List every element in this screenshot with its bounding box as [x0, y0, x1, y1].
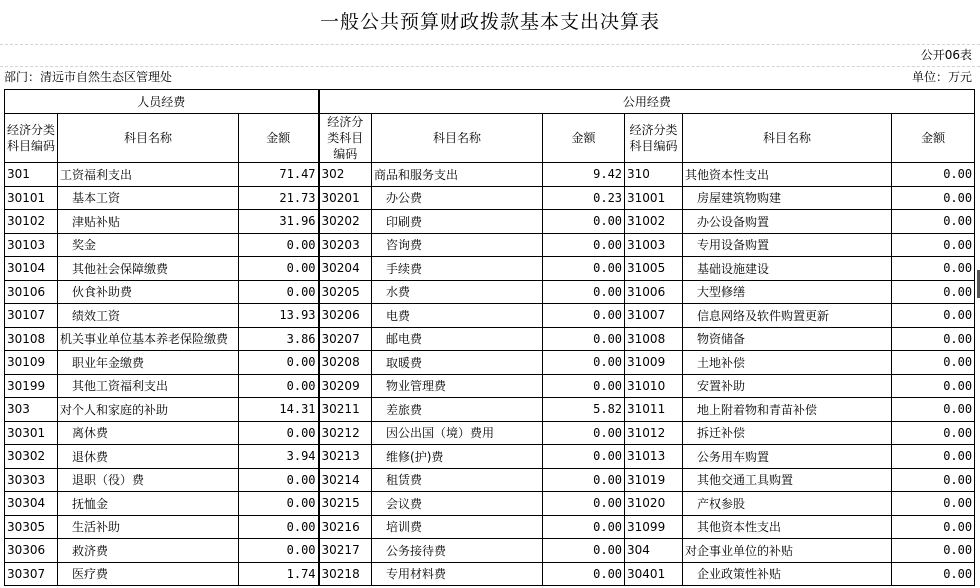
cell-name: 因公出国（境）费用	[372, 421, 543, 445]
cell-code: 30204	[319, 257, 372, 281]
cell-amount: 21.73	[239, 186, 319, 210]
cell-amount: 0.00	[543, 562, 625, 586]
cell-code: 31020	[625, 492, 683, 516]
cell-amount: 0.00	[892, 539, 975, 563]
cell-code: 30212	[319, 421, 372, 445]
cell-code: 30211	[319, 398, 372, 422]
col-header-name: 科目名称	[58, 114, 239, 163]
cell-code: 30109	[5, 351, 58, 375]
cell-code: 30306	[5, 539, 58, 563]
cell-amount: 0.00	[543, 304, 625, 328]
cell-amount: 0.00	[239, 539, 319, 563]
cell-name: 邮电费	[372, 327, 543, 351]
cell-name: 对企事业单位的补贴	[683, 539, 892, 563]
cell-amount: 0.00	[892, 562, 975, 586]
cell-code: 30401	[625, 562, 683, 586]
table-row	[5, 398, 975, 422]
col-header-code: 经济分类科目编码	[319, 114, 372, 163]
cell-name: 津贴补贴	[58, 210, 239, 234]
cell-name: 其他资本性支出	[683, 163, 892, 187]
cell-name: 土地补偿	[683, 351, 892, 375]
cell-amount: 0.00	[892, 515, 975, 539]
cell-name: 产权参股	[683, 492, 892, 516]
cell-name: 印刷费	[372, 210, 543, 234]
cell-amount: 0.00	[892, 257, 975, 281]
cell-name: 物业管理费	[372, 374, 543, 398]
cell-code: 30207	[319, 327, 372, 351]
cell-name: 培训费	[372, 515, 543, 539]
cell-name: 取暖费	[372, 351, 543, 375]
cell-code: 31099	[625, 515, 683, 539]
cell-name: 绩效工资	[58, 304, 239, 328]
group-header-personnel: 人员经费	[5, 90, 319, 114]
group-header-public: 公用经费	[319, 90, 975, 114]
cell-code: 31019	[625, 468, 683, 492]
cell-amount: 0.00	[543, 210, 625, 234]
cell-amount: 0.00	[892, 304, 975, 328]
cell-name: 水费	[372, 280, 543, 304]
col-header-name: 科目名称	[372, 114, 543, 163]
cell-amount: 0.00	[239, 351, 319, 375]
col-header-code: 经济分类科目编码	[625, 114, 683, 163]
table-row	[5, 421, 975, 445]
cell-amount: 0.00	[239, 374, 319, 398]
cell-name: 拆迁补偿	[683, 421, 892, 445]
cell-amount: 13.93	[239, 304, 319, 328]
cell-name: 差旅费	[372, 398, 543, 422]
cell-amount: 0.00	[892, 351, 975, 375]
cell-code: 31008	[625, 327, 683, 351]
cell-code: 30214	[319, 468, 372, 492]
cell-name: 信息网络及软件购置更新	[683, 304, 892, 328]
cell-name: 职业年金缴费	[58, 351, 239, 375]
dept-unit-row	[4, 66, 974, 88]
cell-name: 其他交通工具购置	[683, 468, 892, 492]
cell-name: 其他工资福利支出	[58, 374, 239, 398]
cell-code: 31006	[625, 280, 683, 304]
cell-amount: 0.00	[239, 280, 319, 304]
cell-amount: 0.00	[239, 468, 319, 492]
col-header-name: 科目名称	[683, 114, 892, 163]
col-header-code: 经济分类科目编码	[5, 114, 58, 163]
group-header-row	[5, 90, 975, 114]
cell-code: 31001	[625, 186, 683, 210]
cell-amount: 71.47	[239, 163, 319, 187]
cell-code: 30107	[5, 304, 58, 328]
table-row	[5, 233, 975, 257]
cell-name: 工资福利支出	[58, 163, 239, 187]
cell-amount: 0.00	[892, 233, 975, 257]
table-row	[5, 327, 975, 351]
cell-amount: 0.00	[543, 280, 625, 304]
col-header-amount: 金额	[543, 114, 625, 163]
cell-amount: 31.96	[239, 210, 319, 234]
cell-amount: 0.00	[239, 421, 319, 445]
cell-code: 30203	[319, 233, 372, 257]
cell-name: 伙食补助费	[58, 280, 239, 304]
cell-code: 30304	[5, 492, 58, 516]
department-label: 部门：清远市自然生态区管理处	[4, 70, 173, 84]
cell-name: 专用材料费	[372, 562, 543, 586]
cell-code: 31011	[625, 398, 683, 422]
cell-amount: 0.00	[892, 327, 975, 351]
table-row	[5, 163, 975, 187]
cell-amount: 0.00	[892, 398, 975, 422]
table-row	[5, 210, 975, 234]
cell-code: 31005	[625, 257, 683, 281]
cell-name: 办公费	[372, 186, 543, 210]
cell-code: 30213	[319, 445, 372, 469]
cell-code: 30217	[319, 539, 372, 563]
cell-amount: 3.94	[239, 445, 319, 469]
cell-name: 救济费	[58, 539, 239, 563]
table-row	[5, 445, 975, 469]
cell-name: 生活补助	[58, 515, 239, 539]
col-header-amount: 金额	[892, 114, 975, 163]
cell-code: 30206	[319, 304, 372, 328]
cell-code: 30302	[5, 445, 58, 469]
form-number-row	[4, 44, 974, 66]
cell-amount: 0.00	[892, 445, 975, 469]
cell-code: 30108	[5, 327, 58, 351]
cell-amount: 1.74	[239, 562, 319, 586]
cell-amount: 0.00	[543, 445, 625, 469]
cell-amount: 0.00	[543, 257, 625, 281]
cell-amount: 0.00	[543, 539, 625, 563]
cell-name: 其他社会保障缴费	[58, 257, 239, 281]
cell-amount: 0.00	[892, 280, 975, 304]
cell-name: 退职（役）费	[58, 468, 239, 492]
cell-amount: 0.00	[239, 492, 319, 516]
cell-name: 基本工资	[58, 186, 239, 210]
cell-name: 房屋建筑物购建	[683, 186, 892, 210]
cell-amount: 0.00	[543, 327, 625, 351]
cell-name: 大型修缮	[683, 280, 892, 304]
cell-amount: 0.00	[892, 163, 975, 187]
cell-name: 咨询费	[372, 233, 543, 257]
cell-code: 301	[5, 163, 58, 187]
table-row	[5, 374, 975, 398]
cell-amount: 9.42	[543, 163, 625, 187]
cell-code: 30303	[5, 468, 58, 492]
cell-amount: 14.31	[239, 398, 319, 422]
cell-code: 31010	[625, 374, 683, 398]
cell-amount: 0.00	[543, 492, 625, 516]
cell-name: 抚恤金	[58, 492, 239, 516]
cell-amount: 0.00	[892, 186, 975, 210]
cell-code: 31012	[625, 421, 683, 445]
table-row	[5, 257, 975, 281]
cell-amount: 0.00	[543, 233, 625, 257]
cell-amount: 3.86	[239, 327, 319, 351]
cell-name: 地上附着物和青苗补偿	[683, 398, 892, 422]
cell-name: 对个人和家庭的补助	[58, 398, 239, 422]
cell-name: 基础设施建设	[683, 257, 892, 281]
cell-code: 303	[5, 398, 58, 422]
table-row	[5, 539, 975, 563]
cell-amount: 0.00	[239, 515, 319, 539]
cell-name: 退休费	[58, 445, 239, 469]
cell-name: 维修(护)费	[372, 445, 543, 469]
cell-code: 31003	[625, 233, 683, 257]
cell-code: 30101	[5, 186, 58, 210]
cell-code: 30215	[319, 492, 372, 516]
col-header-amount: 金额	[239, 114, 319, 163]
cell-amount: 0.00	[892, 210, 975, 234]
cell-name: 公务用车购置	[683, 445, 892, 469]
table-row	[5, 515, 975, 539]
cell-name: 安置补助	[683, 374, 892, 398]
column-header-row	[5, 114, 975, 163]
cell-name: 其他资本性支出	[683, 515, 892, 539]
cell-code: 30199	[5, 374, 58, 398]
cell-name: 公务接待费	[372, 539, 543, 563]
cell-name: 物资储备	[683, 327, 892, 351]
table-row	[5, 492, 975, 516]
cell-code: 30307	[5, 562, 58, 586]
cell-amount: 0.00	[543, 468, 625, 492]
cell-name: 租赁费	[372, 468, 543, 492]
cell-amount: 0.00	[892, 374, 975, 398]
cell-amount: 5.82	[543, 398, 625, 422]
cell-amount: 0.00	[892, 492, 975, 516]
cell-amount: 0.23	[543, 186, 625, 210]
cell-amount: 0.00	[543, 351, 625, 375]
table-row	[5, 186, 975, 210]
cell-name: 机关事业单位基本养老保险缴费	[58, 327, 239, 351]
table-row	[5, 280, 975, 304]
cell-code: 30103	[5, 233, 58, 257]
cell-code: 30305	[5, 515, 58, 539]
cell-amount: 0.00	[543, 421, 625, 445]
cell-name: 专用设备购置	[683, 233, 892, 257]
table-row	[5, 562, 975, 586]
cell-code: 31009	[625, 351, 683, 375]
cell-name: 企业政策性补贴	[683, 562, 892, 586]
expenditure-table	[4, 89, 975, 586]
cell-name: 办公设备购置	[683, 210, 892, 234]
cell-code: 30301	[5, 421, 58, 445]
cell-name: 医疗费	[58, 562, 239, 586]
cell-code: 30216	[319, 515, 372, 539]
table-row	[5, 304, 975, 328]
cell-code: 31002	[625, 210, 683, 234]
cell-amount: 0.00	[239, 257, 319, 281]
cell-code: 31007	[625, 304, 683, 328]
table-row	[5, 468, 975, 492]
cell-code: 30106	[5, 280, 58, 304]
cell-code: 30104	[5, 257, 58, 281]
cell-code: 30208	[319, 351, 372, 375]
cell-code: 30201	[319, 186, 372, 210]
cell-amount: 0.00	[892, 468, 975, 492]
form-number: 公开06表	[920, 48, 972, 62]
cell-name: 电费	[372, 304, 543, 328]
table-row	[5, 351, 975, 375]
cell-name: 商品和服务支出	[372, 163, 543, 187]
cell-code: 30209	[319, 374, 372, 398]
cell-code: 30202	[319, 210, 372, 234]
cell-name: 会议费	[372, 492, 543, 516]
cell-code: 310	[625, 163, 683, 187]
cell-code: 302	[319, 163, 372, 187]
cell-name: 离休费	[58, 421, 239, 445]
cell-code: 30205	[319, 280, 372, 304]
unit-label: 单位：万元	[911, 70, 972, 84]
cell-code: 30218	[319, 562, 372, 586]
cell-amount: 0.00	[239, 233, 319, 257]
cell-code: 30102	[5, 210, 58, 234]
report-title: 一般公共预算财政拨款基本支出决算表	[319, 11, 660, 33]
cell-amount: 0.00	[892, 421, 975, 445]
cell-name: 奖金	[58, 233, 239, 257]
cell-amount: 0.00	[543, 374, 625, 398]
cell-amount: 0.00	[543, 515, 625, 539]
cell-code: 31013	[625, 445, 683, 469]
cell-name: 手续费	[372, 257, 543, 281]
cell-code: 304	[625, 539, 683, 563]
